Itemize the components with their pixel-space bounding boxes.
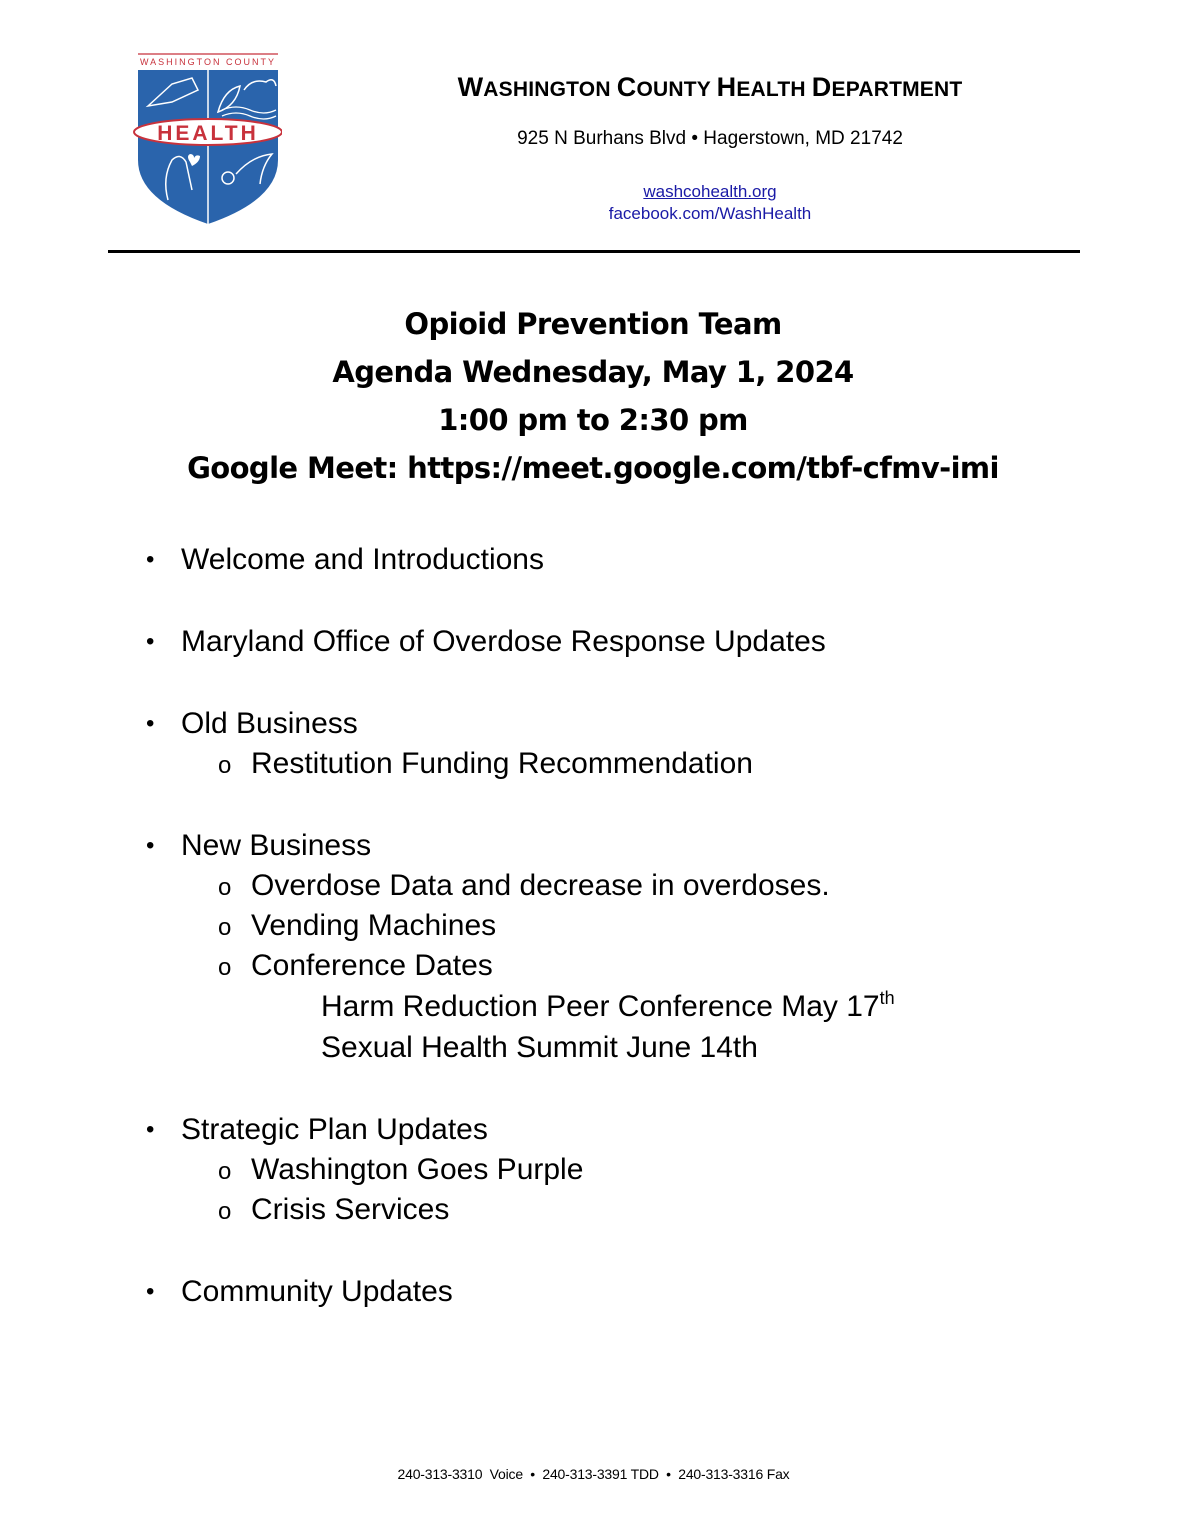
agenda-item — [146, 1272, 1046, 1312]
agenda-item-label: Strategic Plan Updates — [181, 1113, 488, 1146]
org-name — [340, 70, 1080, 107]
hollow-bullet-icon: o — [218, 914, 232, 941]
meeting-link[interactable]: Google Meet: https://meet.google.com/tbf-cfmv-imi — [187, 451, 999, 485]
meeting-time: 1:00 pm to 2:30 pm — [438, 403, 748, 437]
agenda-subitem — [146, 866, 1046, 906]
meeting-date: Agenda Wednesday, May 1, 2024 — [332, 355, 854, 389]
facebook-link[interactable]: facebook.com/WashHealth — [608, 204, 812, 223]
agenda-subitem-label: Conference Dates — [251, 949, 493, 982]
ordinal-suffix: th — [879, 988, 895, 1008]
hollow-bullet-icon: o — [218, 1198, 232, 1225]
agenda-item — [146, 826, 1046, 866]
shield-logo-icon — [132, 50, 282, 226]
conference-detail — [146, 1027, 1046, 1068]
agenda-subitem-label: Washington Goes Purple — [251, 1153, 584, 1186]
footer-contact: 240-313-3310 Voice • 240-313-3391 TDD • 240-313-3316 Fax — [397, 1466, 790, 1482]
agenda-item — [146, 540, 1046, 580]
agenda-item-label: Welcome and Introductions — [181, 543, 544, 576]
website-link[interactable]: washcohealth.org — [643, 182, 777, 201]
conference-detail-label: Harm Reduction Peer Conference May 17 — [321, 990, 880, 1023]
org-name-word: EALTH — [736, 78, 806, 101]
address: 925 N Burhans Blvd • Hagerstown, MD 21742 — [517, 128, 903, 149]
header-divider — [108, 250, 1080, 253]
agenda-list — [146, 540, 1046, 1312]
hollow-bullet-icon: o — [218, 874, 232, 901]
logo-arc-text: WASHINGTON COUNTY — [139, 57, 277, 67]
bullet-icon: • — [146, 1278, 155, 1305]
agenda-subitem — [146, 906, 1046, 946]
agenda-item-label: Old Business — [181, 707, 358, 740]
logo-banner-text: HEALTH — [157, 122, 259, 145]
agenda-subitem — [146, 744, 1046, 784]
org-name-initial: H — [716, 72, 737, 102]
org-name-initial: C — [616, 72, 637, 102]
bullet-icon: • — [146, 710, 155, 737]
org-name-initial: W — [457, 72, 484, 102]
agenda-item — [146, 704, 1046, 744]
health-department-logo — [132, 50, 282, 226]
org-name-initial: D — [811, 72, 832, 102]
agenda-item — [146, 1110, 1046, 1150]
hollow-bullet-icon: o — [218, 1158, 232, 1185]
agenda-subitem-label: Vending Machines — [251, 909, 497, 942]
contact-links — [340, 181, 1080, 225]
agenda-item-label: New Business — [181, 829, 372, 862]
bullet-icon: • — [146, 546, 155, 573]
agenda-subitem-label: Restitution Funding Recommendation — [251, 747, 753, 780]
agenda-subitem-label: Crisis Services — [251, 1193, 450, 1226]
agenda-item-label: Community Updates — [181, 1275, 453, 1308]
agenda-subitem — [146, 946, 1046, 986]
agenda-item-label: Maryland Office of Overdose Response Updates — [181, 625, 826, 658]
bullet-icon: • — [146, 1116, 155, 1143]
org-name-word: EPARTMENT — [831, 78, 963, 101]
conference-detail-label: Sexual Health Summit June 14th — [321, 1031, 758, 1064]
org-name-word: OUNTY — [636, 78, 711, 101]
org-name-word: ASHINGTON — [483, 78, 611, 101]
bullet-icon: • — [146, 832, 155, 859]
letterhead — [340, 70, 1080, 225]
meeting-title: Opioid Prevention Team — [404, 307, 782, 341]
hollow-bullet-icon: o — [218, 954, 232, 981]
hollow-bullet-icon: o — [218, 752, 232, 779]
meeting-header — [100, 300, 1086, 492]
conference-detail — [146, 986, 1046, 1027]
agenda-item — [146, 622, 1046, 662]
agenda-subitem — [146, 1150, 1046, 1190]
bullet-icon: • — [146, 628, 155, 655]
agenda-subitem — [146, 1190, 1046, 1230]
agenda-subitem-label: Overdose Data and decrease in overdoses. — [251, 869, 830, 902]
